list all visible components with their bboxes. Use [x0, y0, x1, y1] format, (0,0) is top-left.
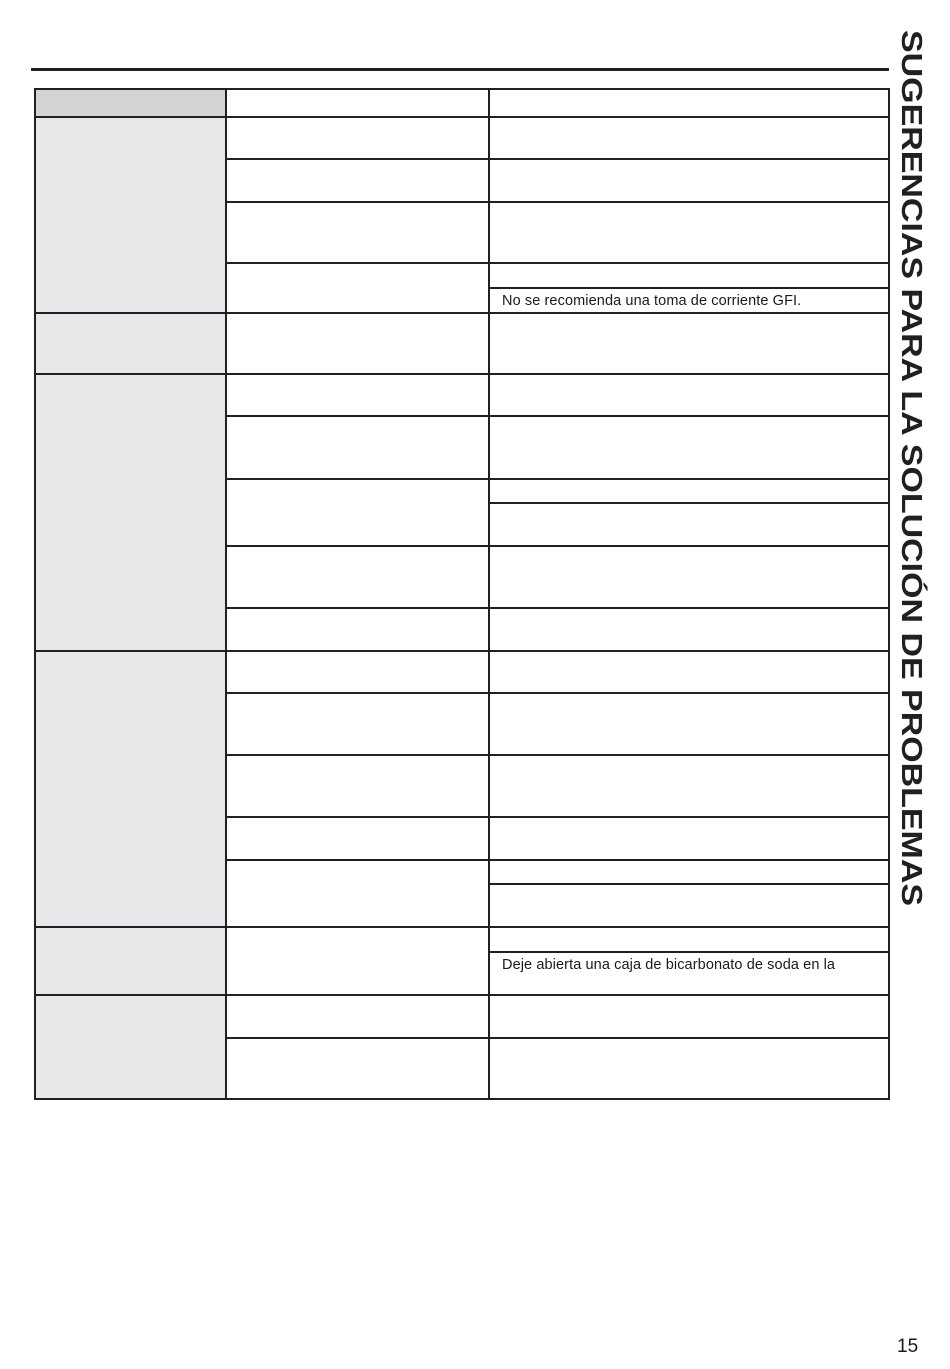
remedy-cell [488, 158, 890, 201]
remedy-cell [488, 926, 890, 951]
table-right-border [888, 88, 890, 1100]
remedy-cell [488, 545, 890, 607]
cause-cell [225, 478, 488, 545]
remedy-text: No se recomienda una toma de corriente GFI. [502, 293, 802, 309]
remedy-cell [488, 754, 890, 816]
cause-cell [225, 373, 488, 415]
remedy-cell [488, 88, 890, 116]
cause-cell [225, 545, 488, 607]
remedy-cell [488, 262, 890, 287]
table-bottom-border [34, 1098, 890, 1100]
cause-cell [225, 312, 488, 373]
remedy-cell [488, 692, 890, 754]
remedy-cell [488, 502, 890, 545]
problem-cell [34, 373, 225, 650]
cause-cell [225, 1037, 488, 1100]
remedy-cell [488, 883, 890, 926]
cause-cell [225, 607, 488, 650]
remedy-cell [488, 859, 890, 883]
cause-cell [225, 88, 488, 116]
problem-cell [34, 926, 225, 994]
remedy-cell [488, 478, 890, 502]
cause-cell [225, 859, 488, 926]
section-title-text: SUGERENCIAS PARA LA SOLUCIÓN DE PROBLEMAS [895, 30, 927, 779]
cause-cell [225, 994, 488, 1037]
remedy-cell [488, 607, 890, 650]
table-header-problem [34, 88, 225, 116]
problem-cell [34, 116, 225, 312]
cause-cell [225, 158, 488, 201]
page-number: 15 [897, 1336, 919, 1357]
cause-cell [225, 754, 488, 816]
remedy-text: Deje abierta una caja de bicarbonato de soda en la [502, 957, 836, 973]
remedy-cell [488, 994, 890, 1037]
cause-cell [225, 262, 488, 312]
problem-cell [34, 650, 225, 926]
remedy-cell [488, 816, 890, 859]
cause-cell [225, 116, 488, 158]
remedy-cell [488, 116, 890, 158]
cause-cell [225, 415, 488, 478]
remedy-cell [488, 287, 890, 312]
cause-cell [225, 201, 488, 262]
remedy-cell [488, 373, 890, 415]
remedy-cell [488, 312, 890, 373]
cause-cell [225, 692, 488, 754]
problem-cell [34, 994, 225, 1100]
problem-cell [34, 312, 225, 373]
remedy-cell [488, 201, 890, 262]
cause-cell [225, 926, 488, 994]
remedy-cell [488, 951, 890, 994]
remedy-cell [488, 1037, 890, 1100]
cause-cell [225, 816, 488, 859]
remedy-cell [488, 650, 890, 692]
remedy-cell [488, 415, 890, 478]
cause-cell [225, 650, 488, 692]
